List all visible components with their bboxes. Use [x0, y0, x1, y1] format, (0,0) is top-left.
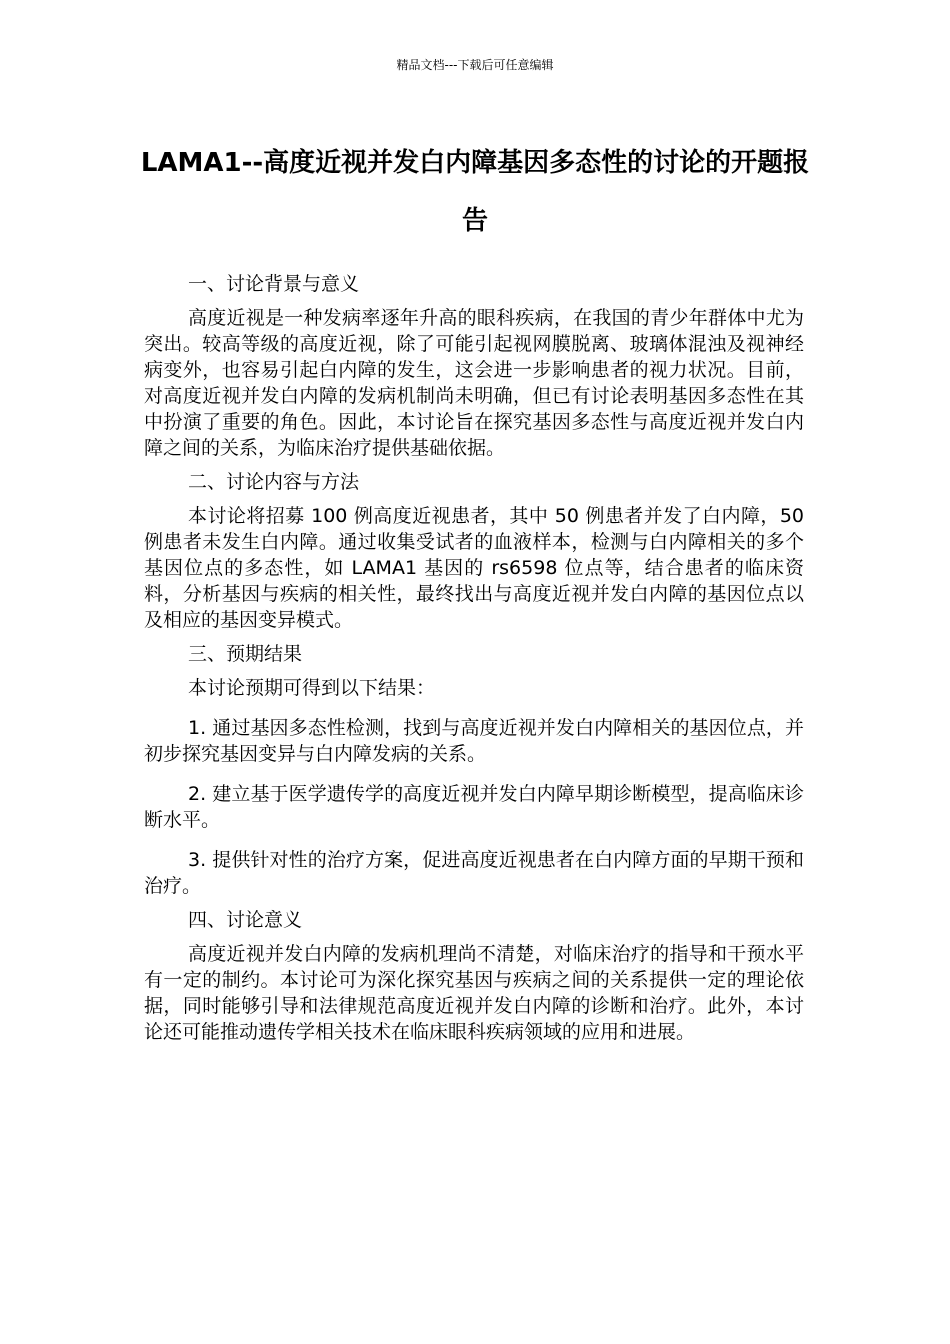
document-body — [144, 271, 804, 1045]
paragraph-methods: 本讨论将招募 100 例高度近视患者，其中 50 例患者并发了白内障，50 例患者未发生白内障。通过收集受试者的血液样本，检测与白内障相关的多个基因位点的多态性，如 LAMA1 基因的 rs6598 位点等，结合患者的临床资料，分析基因与疾病的相关性，最终找出与高度近视并发白内障的基因位点以及相应的基因变异模式。 — [144, 505, 804, 631]
section-heading-expected-results: 三、预期结果 — [188, 643, 303, 665]
section-heading-background: 一、讨论背景与意义 — [188, 273, 360, 295]
header-note: 精品文档---下载后可任意编辑 — [396, 58, 554, 72]
list-item-result-1: 1. 通过基因多态性检测，找到与高度近视并发白内障相关的基因位点，并初步探究基因变异与白内障发病的关系。 — [144, 717, 804, 765]
section-heading-significance: 四、讨论意义 — [188, 909, 303, 931]
document-title: LAMA1--高度近视并发白内障基因多态性的讨论的开题报告 — [140, 148, 810, 236]
paragraph-significance: 高度近视并发白内障的发病机理尚不清楚，对临床治疗的指导和干预水平有一定的制约。本讨论可为深化探究基因与疾病之间的关系提供一定的理论依据，同时能够引导和法律规范高度近视并发白内障的诊断和治疗。此外，本讨论还可能推动遗传学相关技术在临床眼科疾病领域的应用和进展。 — [144, 943, 804, 1043]
paragraph-background: 高度近视是一种发病率逐年升高的眼科疾病，在我国的青少年群体中尤为突出。较高等级的高度近视，除了可能引起视网膜脱离、玻璃体混浊及视神经病变外，也容易引起白内障的发生，这会进一步影响患者的视力状况。目前，对高度近视并发白内障的发病机制尚未明确，但已有讨论表明基因多态性在其中扮演了重要的角色。因此，本讨论旨在探究基因多态性与高度近视并发白内障之间的关系，为临床治疗提供基础依据。 — [144, 307, 804, 459]
section-heading-methods: 二、讨论内容与方法 — [188, 471, 360, 493]
list-item-result-3: 3. 提供针对性的治疗方案，促进高度近视患者在白内障方面的早期干预和治疗。 — [144, 849, 804, 897]
list-item-result-2: 2. 建立基于医学遗传学的高度近视并发白内障早期诊断模型，提高临床诊断水平。 — [144, 783, 804, 831]
paragraph-expected-intro: 本讨论预期可得到以下结果： — [188, 677, 436, 699]
